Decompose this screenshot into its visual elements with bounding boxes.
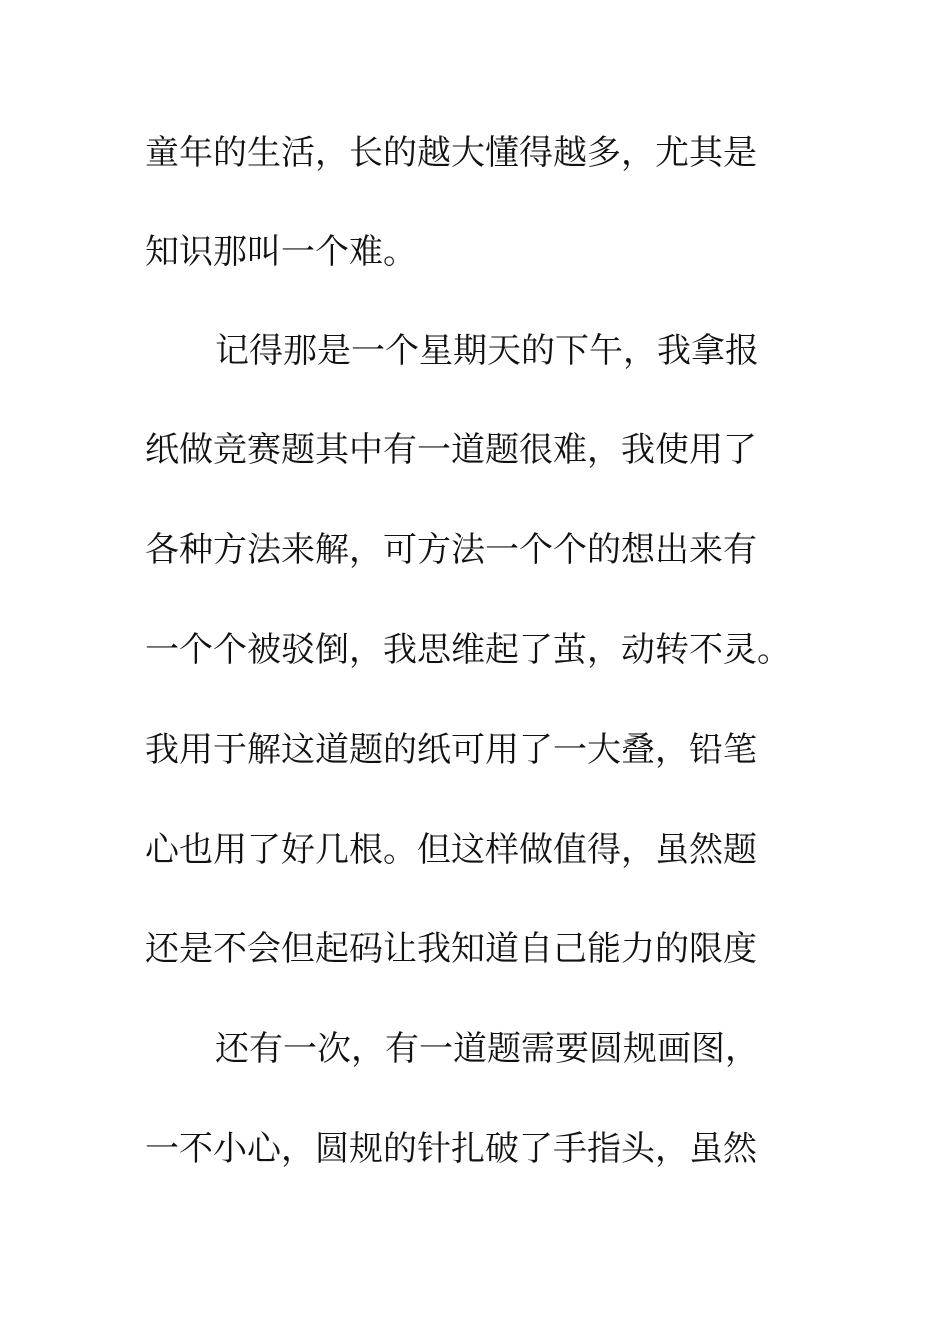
text-line: 纸做竞赛题其中有一道题很难，我使用了 [145, 430, 757, 470]
paragraph-start-line: 记得那是一个星期天的下午，我拿报 [215, 331, 759, 371]
text-line: 我用于解这道题的纸可用了一大叠，铅笔 [145, 730, 757, 770]
text-line: 一个个被驳倒，我思维起了茧，动转不灵。 [145, 630, 791, 670]
text-line: 各种方法来解，可方法一个个的想出来有 [145, 530, 757, 570]
paragraph-start-line: 还有一次，有一道题需要圆规画图， [215, 1029, 759, 1069]
text-line: 童年的生活，长的越大懂得越多，尤其是 [145, 133, 757, 173]
text-line: 还是不会但起码让我知道自己能力的限度 [145, 929, 757, 969]
text-line: 一不小心，圆规的针扎破了手指头，虽然 [145, 1129, 757, 1169]
text-line: 心也用了好几根。但这样做值得，虽然题 [145, 830, 757, 870]
text-line: 知识那叫一个难。 [145, 232, 417, 272]
